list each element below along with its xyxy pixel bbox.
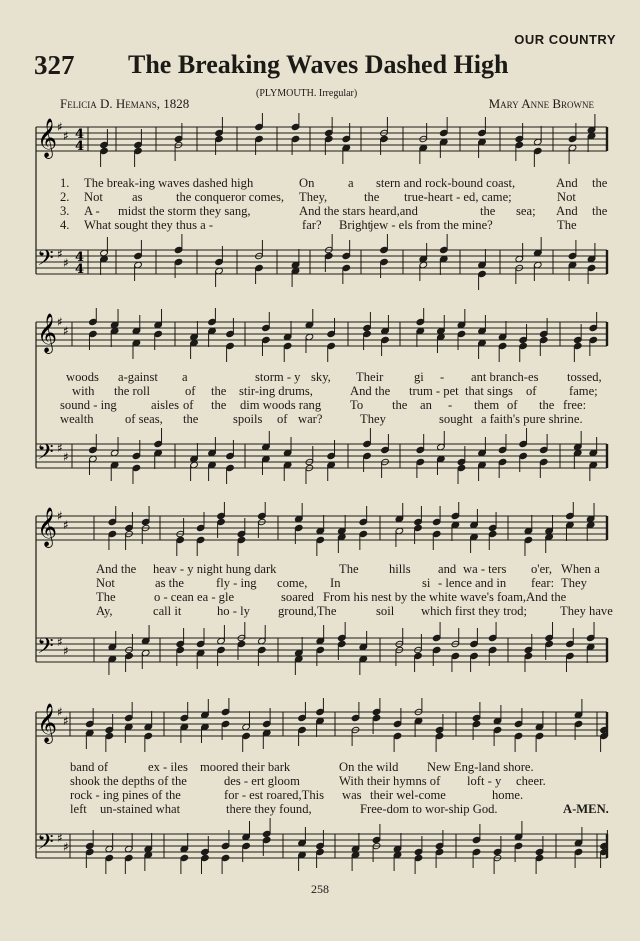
lyric-syllable: dim woods rang (240, 398, 322, 412)
lyric-syllable: with (72, 384, 95, 398)
lyric-syllable: They (561, 576, 587, 590)
composer-credit: Mary Anne Browne (488, 96, 594, 111)
lyric-syllable: war? (298, 412, 323, 426)
lyric-syllable: un-stained what (100, 802, 181, 816)
lyric-syllable: call it (153, 604, 182, 618)
lyric-syllable: tossed, (567, 370, 602, 384)
verse-line (0, 204, 640, 218)
lyric-syllable: sound - ing (60, 398, 117, 412)
verse-line (0, 190, 640, 204)
sharp-icon: ♯ (63, 450, 69, 464)
lyric-syllable: heav - y night hung dark (153, 562, 277, 576)
lyric-syllable: New Eng-land shore. (427, 760, 534, 774)
verse-line (0, 412, 640, 426)
lyric-syllable: Not (557, 190, 576, 204)
sharp-icon: ♯ (63, 256, 69, 270)
lyric-syllable: moored their bark (200, 760, 291, 774)
verse-number: 4. (60, 218, 70, 232)
lyric-syllable: a (182, 370, 188, 384)
bass-staff (36, 246, 607, 277)
lyric-syllable: the (592, 176, 608, 190)
lyric-syllable: They, (299, 190, 328, 204)
lyric-syllable: the conqueror comes, (176, 190, 285, 204)
lyric-syllable: o - cean ea - gle (154, 590, 235, 604)
lyric-syllable: as (132, 190, 143, 204)
lyric-syllable: fame; (569, 384, 598, 398)
lyric-syllable: The (96, 590, 116, 604)
verse-line (0, 384, 640, 398)
lyric-syllable: stern and rock-bound coast, (376, 176, 516, 190)
lyric-syllable: ex - iles (148, 760, 188, 774)
lyric-syllable: which first they trod; (421, 604, 527, 618)
lyric-syllable: shook the depths of the (70, 774, 187, 788)
verse-line (0, 218, 640, 232)
lyric-syllable: the (539, 398, 555, 412)
sharp-icon: ♯ (63, 714, 69, 728)
lyric-syllable: them (474, 398, 500, 412)
lyric-syllable: What sought they thus a - (84, 218, 214, 232)
lyric-syllable: si (422, 576, 431, 590)
treble-clef-icon: 𝄞 (37, 703, 58, 743)
lyric-syllable: When a (561, 562, 600, 576)
lyric-syllable: - lence and in (438, 576, 507, 590)
time-signature: 4 (75, 139, 85, 154)
lyric-syllable: A - (84, 204, 100, 218)
lyric-syllable: of (526, 384, 537, 398)
sharp-icon: ♯ (57, 120, 63, 134)
bass-clef-icon: 𝄢 (37, 246, 54, 276)
verse-number: 3. (60, 204, 70, 218)
section-heading: OUR COUNTRY (514, 32, 616, 47)
lyric-syllable: aisles (151, 398, 179, 412)
lyric-syllable: of (507, 398, 518, 412)
verse-line (0, 370, 640, 384)
sharp-icon: ♯ (63, 518, 69, 532)
lyric-syllable: their wel-come (370, 788, 446, 802)
lyric-syllable: Their (356, 370, 384, 384)
lyric-syllable: trum - pet (409, 384, 459, 398)
lyric-syllable: soared (281, 590, 314, 604)
lyric-syllable: And (556, 204, 578, 218)
lyric-syllable: come, (277, 576, 308, 590)
lyric-syllable: They (360, 412, 386, 426)
hymn-number: 327 (34, 50, 75, 80)
sharp-icon: ♯ (57, 705, 63, 719)
lyric-syllable: wa - ters (463, 562, 507, 576)
lyric-syllable: With their hymns of (339, 774, 441, 788)
lyric-syllable: the (211, 384, 227, 398)
sharp-icon: ♯ (63, 129, 69, 143)
lyric-syllable: the (392, 398, 408, 412)
lyric-syllable: The (339, 562, 359, 576)
lyric-syllable: soil (376, 604, 395, 618)
sharp-icon: ♯ (63, 840, 69, 854)
lyric-syllable: was (342, 788, 362, 802)
lyric-syllable: there they found, (226, 802, 312, 816)
verse-line (0, 802, 640, 816)
lyric-syllable: true-heart - ed, came; (404, 190, 512, 204)
verse-line (0, 788, 640, 802)
lyric-syllable: of (277, 412, 288, 426)
lyric-syllable: left (70, 802, 87, 816)
bass-clef-icon: 𝄢 (37, 634, 54, 664)
time-signature: 4 (75, 262, 85, 277)
lyric-syllable: jew - els from the mine? (370, 218, 493, 232)
verse-line (0, 576, 640, 590)
page-number: 258 (311, 882, 329, 896)
lyric-syllable: the (211, 398, 227, 412)
lyric-syllable: the roll (114, 384, 151, 398)
lyric-syllable: the (480, 204, 496, 218)
lyric-syllable: They have (560, 604, 613, 618)
bass-clef-icon: 𝄢 (37, 830, 54, 860)
verse-line (0, 398, 640, 412)
sharp-icon: ♯ (57, 509, 63, 523)
lyric-syllable: of (183, 398, 194, 412)
lyric-syllable: And (556, 176, 578, 190)
lyric-syllable: And the (350, 384, 391, 398)
lyric-syllable: From his nest by the white wave's foam,And the (323, 590, 567, 604)
lyric-syllable: for - est roared,This (224, 788, 325, 802)
lyric-syllable: A-MEN. (563, 802, 609, 816)
lyric-syllable: o'er, (531, 562, 552, 576)
tune-name: (PLYMOUTH. Irregular) (256, 88, 358, 99)
lyric-syllable: The break-ing waves dashed high (84, 176, 254, 190)
author-credit: Felicia D. Hemans, 1828 (60, 96, 190, 111)
sharp-icon: ♯ (57, 441, 63, 455)
lyric-syllable: ground,The (278, 604, 337, 618)
treble-clef-icon: 𝄞 (37, 118, 58, 158)
lyric-syllable: Free-dom to wor-ship God. (360, 802, 498, 816)
sharp-icon: ♯ (57, 247, 63, 261)
time-signature: 4 (75, 250, 85, 265)
sharp-icon: ♯ (57, 635, 63, 649)
lyric-syllable: the (364, 190, 380, 204)
lyric-syllable: hills (389, 562, 411, 576)
hymn-title: The Breaking Waves Dashed High (128, 50, 509, 79)
lyric-syllable: the (592, 204, 608, 218)
lyric-syllable: Bright (339, 218, 372, 232)
lyric-syllable: cheer. (516, 774, 546, 788)
lyric-syllable: loft - y (467, 774, 502, 788)
lyric-syllable: free: (563, 398, 587, 412)
lyric-syllable: The (557, 218, 577, 232)
verse-line (0, 562, 640, 576)
verse-line (0, 590, 640, 604)
lyric-syllable: fear: (531, 576, 555, 590)
lyric-syllable: To (350, 398, 364, 412)
time-signature: 4 (75, 127, 85, 142)
lyric-syllable: spoils (233, 412, 263, 426)
lyric-syllable: a faith's pure shrine. (481, 412, 583, 426)
lyric-syllable: wealth (60, 412, 94, 426)
sharp-icon: ♯ (63, 644, 69, 658)
verse-number: 2. (60, 190, 70, 204)
sharp-icon: ♯ (63, 324, 69, 338)
verse-line (0, 774, 640, 788)
lyric-syllable: gi (414, 370, 424, 384)
lyric-syllable: Ay, (96, 604, 113, 618)
lyric-syllable: Not (84, 190, 103, 204)
lyric-syllable: And the stars heard,and (299, 204, 418, 218)
verse-number: 1. (60, 176, 70, 190)
sharp-icon: ♯ (57, 315, 63, 329)
lyric-syllable: storm - y (255, 370, 301, 384)
lyric-syllable: midst the storm they sang, (118, 204, 251, 218)
lyric-syllable: And the (96, 562, 137, 576)
lyric-syllable: and (438, 562, 457, 576)
lyric-syllable: fly - ing (216, 576, 257, 590)
lyric-syllable: band of (70, 760, 109, 774)
lyric-syllable: woods (66, 370, 99, 384)
verse-line (0, 604, 640, 618)
lyric-syllable: ant branch-es (471, 370, 539, 384)
lyric-syllable: as the (155, 576, 185, 590)
lyric-syllable: On the wild (339, 760, 399, 774)
lyric-syllable: In (330, 576, 341, 590)
lyric-syllable: a (348, 176, 354, 190)
lyric-syllable: - (448, 398, 453, 412)
lyric-syllable: of seas, (125, 412, 163, 426)
verse-line (0, 176, 640, 190)
lyric-syllable: sought (439, 412, 473, 426)
verse-line (0, 760, 640, 774)
lyric-syllable: sky, (311, 370, 331, 384)
lyric-syllable: des - ert gloom (224, 774, 300, 788)
treble-clef-icon: 𝄞 (37, 507, 58, 547)
lyric-syllable: sea; (516, 204, 536, 218)
lyric-syllable: the (183, 412, 199, 426)
lyric-syllable: a-gainst (118, 370, 158, 384)
lyric-syllable: of (185, 384, 196, 398)
lyric-syllable: rock - ing pines of the (70, 788, 181, 802)
lyric-syllable: On (299, 176, 315, 190)
lyric-syllable: home. (492, 788, 524, 802)
lyric-syllable: - (440, 370, 445, 384)
lyric-syllable: an (420, 398, 432, 412)
lyric-syllable: ho - ly (217, 604, 250, 618)
lyric-syllable: stir-ing drums, (239, 384, 313, 398)
lyric-syllable: Not (96, 576, 115, 590)
sharp-icon: ♯ (57, 831, 63, 845)
lyric-syllable: that sings (465, 384, 513, 398)
bass-clef-icon: 𝄢 (37, 440, 54, 470)
treble-clef-icon: 𝄞 (37, 313, 58, 353)
lyric-syllable: far? (302, 218, 322, 232)
